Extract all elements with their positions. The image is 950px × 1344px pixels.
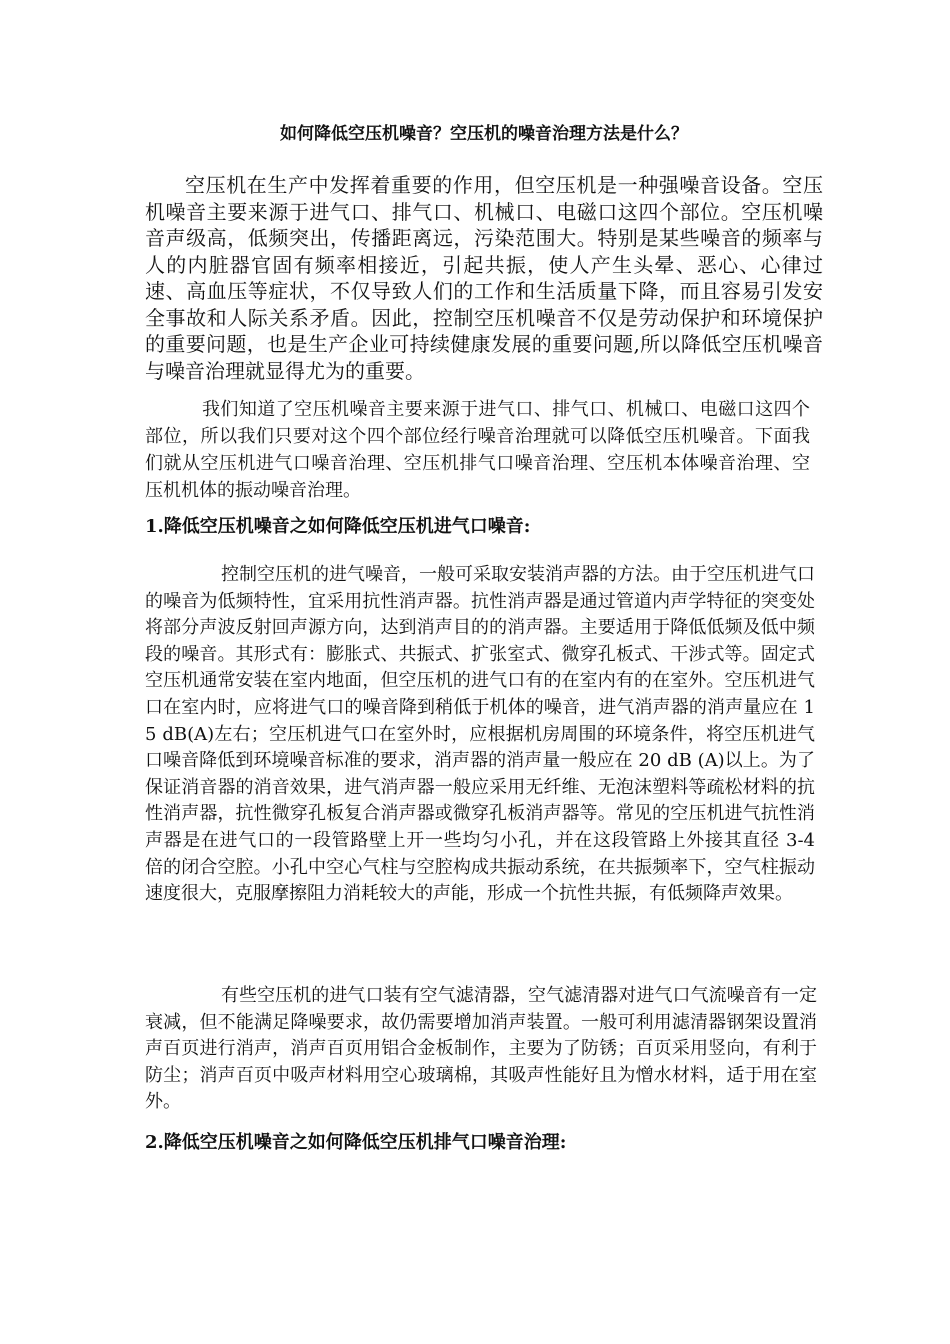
intake-muffler-paragraph: 控制空压机的进气噪音，一般可采取安装消声器的方法。由于空压机进气口的噪音为低频特性，宜采用抗性消声器。抗性消声器是通过管道内声学特征的突变处将部分声波反射回声源方向，达到消声目的的消声器。主要适用于降低低频及低中频段的噪音。其形式有：膨胀式、共振式、扩张室式、微穿孔板式、干涉式等。固定式空压机通常安装在室内地面，但空压机的进气口有的在室内有的在室外。空压机进气口在室内时，应将进气口的噪音降到稍低于机体的噪音，进气消声器的消声量应在 15 dB(A)左右；空压机进气口在室外时，应根据机房周围的环境条件，将空压机进气口噪音降低到环境噪音标准的要求，消声器的消声量一般应在 20 dB (A)以上。为了保证消音器的消音效果，进气消声器一般应采用无纤维、无泡沫塑料等疏松材料的抗性消声器，抗性微穿孔板复合消声器或微穿孔板消声器等。常见的空压机进气抗性消声器是在进气口的一段管路壁上开一些均匀小孔，并在这段管路上外接其直径 3-4 倍的闭合空腔。小孔中空心气柱与空腔构成共振动系统，在共振频率下，空气柱振动速度很大，克服摩擦阻力消耗较大的声能，形成一个抗性共振，有低频降声效果。 — [145, 564, 815, 905]
intro-paragraph: 空压机在生产中发挥着重要的作用，但空压机是一种强噪音设备。空压机噪音主要来源于进气口、排气口、机械口、电磁口这四个部位。空压机噪音声级高，低频突出，传播距离远，污染范围大。特别是某些噪音的频率与人的内脏器官固有频率相接近，引起共振，使人产生头晕、恶心、心律过速、高血压等症状，不仅导致人们的工作和生活质量下降，而且容易引发安全事故和人际关系矛盾。因此，控制空压机噪音不仅是劳动保护和环境保护的重要问题，也是生产企业可持续健康发展的重要问题,所以降低空压机噪音与噪音治理就显得尤为的重要。 — [145, 173, 823, 383]
section-heading-exhaust: 2.降低空压机噪音之如何降低空压机排气口噪音治理: — [145, 1132, 567, 1153]
document-title: 如何降低空压机噪音？空压机的噪音治理方法是什么？ — [280, 124, 688, 144]
overview-paragraph: 我们知道了空压机噪音主要来源于进气口、排气口、机械口、电磁口这四个部位，所以我们只要对这个四个部位经行噪音治理就可以降低空压机噪音。下面我们就从空压机进气口噪音治理、空压机排气口噪音治理、空压机本体噪音治理、空压机机体的振动噪音治理。 — [145, 399, 810, 501]
air-filter-paragraph: 有些空压机的进气口装有空气滤清器，空气滤清器对进气口气流噪音有一定衰减，但不能满足降噪要求，故仍需要增加消声装置。一般可利用滤清器钢架设置消声百页进行消声，消声百页用铝合金板制作，主要为了防锈；百页采用竖向，有利于防尘；消声百页中吸声材料用空心玻璃棉，其吸声性能好且为憎水材料，适于用在室外。 — [145, 985, 817, 1112]
section-heading-intake: 1.降低空压机噪音之如何降低空压机进气口噪音: — [145, 516, 531, 537]
